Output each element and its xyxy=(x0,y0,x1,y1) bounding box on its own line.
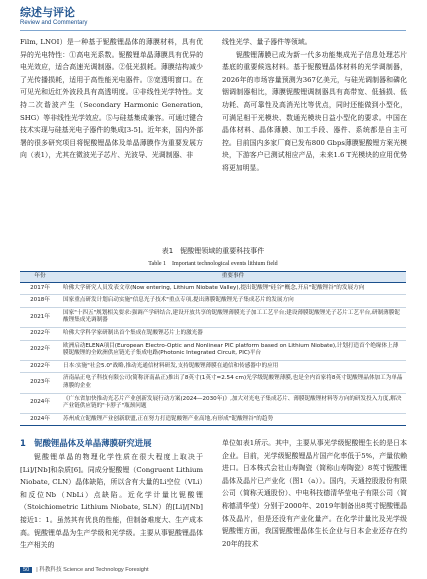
table-row xyxy=(20,373,406,393)
page-header xyxy=(20,6,87,27)
header-divider xyxy=(20,30,406,31)
table-row xyxy=(20,282,406,295)
year-cell: 2022年 xyxy=(20,327,60,340)
body-left-column xyxy=(20,36,203,162)
paragraph: 铌酸锂薄膜已成为新一代多功能集成光子信息处理芯片基底的重要候选材料。基于铌酸锂晶体材料的光学调制器，2026年的市场容量预测为367亿美元，与硅光调制器和磷化铟调制器相比，薄膜铌酸锂调制器具有高带宽、低插损、低功耗、高可靠性及高消光比等优点，同时还能做到小型化，可满足相干光模块、数通光模块日益小型化的要求。中国在晶体材料、晶体薄膜、加工手段、器件、系统都是自主可控。目前国内多家厂商已发布800 Gbps薄膜铌酸锂方案光模块，下游客户已测试相应产品，未来1.6 T光模块的应用优势将更加明显。 xyxy=(222,50,407,172)
page-footer xyxy=(20,565,149,573)
table-header-row xyxy=(20,272,406,283)
event-cell: 国家"十四五"规划相关要求:强调产学研结合,建设开放共享的铌酸锂薄膜光子加工工艺平台;建设薄膜铌酸锂光子芯片工艺平台,研制薄膜铌酸锂集成光调制器 xyxy=(60,307,406,327)
section-left-column xyxy=(20,451,203,552)
event-cell: 哈佛大学研究人员发表文章(Now entering, Lithium Niobate Valley),提出铌酸锂"硅谷"概念,开启"铌酸锂谷"的发展方向 xyxy=(60,282,406,295)
header-year: 年份 xyxy=(20,272,60,283)
page-number: 50 xyxy=(20,567,32,573)
event-cell: 《广东省加快推动光芯片产业创新发展行动方案(2024—2030年)》,加大对光电子集成芯片、薄膜铌酸锂材料等方向的研发投入力度,解决产业链供应链的"卡脖子"瓶颈问题 xyxy=(60,393,406,413)
year-cell: 2023年 xyxy=(20,373,60,393)
paragraph: 单位如表1所示。其中，主要从事光学级铌酸锂生长的是日本企业。目前，光学级铌酸锂晶片国产化率低于5%，产量依赖进口。日本株式会社山寿陶瓷（简称山寿陶瓷）8英寸铌酸锂晶体及晶片已产业化（图1（a））。国内，天通控股股份有限公司（简称天通股份）、中电科技德清华莹电子有限公司（简称德清华莹）分别于2000年、2019年制备出8英寸铌酸锂晶体及晶片，但是还没有产业化量产。在化学计量比及光学级铌酸锂方面，我国铌酸锂晶体生长企业与日本企业还存在约20年的技术 xyxy=(222,439,407,548)
table-caption-en: Table 1 Important technological events lithium field xyxy=(148,261,278,267)
table-row xyxy=(20,413,406,426)
event-cell: 欧洲启动ELENA项目(European Electro-Optic and Nonlinear PIC platform based on Lithium Niobate),计划打造首个绝缘体上薄膜铌酸锂的全欧洲供应链光子集成电路(Photonic Integrated Circuit, PIC)平台 xyxy=(60,340,406,360)
section-heading: 1 铌酸锂晶体及单晶薄膜研究进展 xyxy=(20,438,152,448)
column-title: 综述与评论 xyxy=(20,6,75,19)
table-row xyxy=(20,393,406,413)
events-table xyxy=(20,271,406,426)
year-cell: 2024年 xyxy=(20,413,60,426)
table-caption: 表1 铌酸锂领域的重要科技事件 xyxy=(161,247,265,255)
column-subtitle: Review and Commentary xyxy=(20,20,88,26)
table-row xyxy=(20,295,406,308)
body-right-column xyxy=(222,36,407,175)
year-cell: 2024年 xyxy=(20,393,60,413)
table-row xyxy=(20,360,406,373)
paragraph: 线性光学、量子器件等领域。 xyxy=(222,38,312,46)
table-row xyxy=(20,307,406,327)
year-cell: 2022年 xyxy=(20,340,60,360)
event-cell: 苏州成立铌酸锂产业创新联盟,正在努力打造铌酸锂产业高地,有形成"铌酸锂谷"的趋势 xyxy=(60,413,406,426)
year-cell: 2017年 xyxy=(20,282,60,295)
section-right-column xyxy=(222,437,407,550)
year-cell: 2021年 xyxy=(20,307,60,327)
year-cell: 2022年 xyxy=(20,360,60,373)
year-cell: 2018年 xyxy=(20,295,60,308)
table-row xyxy=(20,340,406,360)
event-cell: 国家重点研发计划启动实施"信息光子技术"重点专项,提出薄膜铌酸锂光子集成芯片的发展方向 xyxy=(60,295,406,308)
journal-name: | 科教科技 Science and Technology Foresight xyxy=(36,567,149,573)
paragraph: Film, LNOI）是一种基于铌酸锂晶体的薄膜材料，具有优异的光电特性：①高电光系数。铌酸锂单晶薄膜具有优异的电光效应，适合高速光调制器。②低光损耗。薄膜结构减少了光传播损耗，适用于高性能光电器件。③宽透明窗口。在可见光和近红外波段具有高透明度。④非线性光学特性。支持二次谐波产生（Secondary Harmonic Generation, SHG）等非线性光学效应。⑤与硅基集成兼容。可通过键合技术实现与硅基光电子器件的集成[3-5]。近年来，国内外部署的很多研究项目将铌酸锂晶体及单晶薄膜作为重要发展方向（表1），尤其在微波光子芯片、光波导、光调制器、非 xyxy=(20,38,203,160)
event-cell: 济南晶正电子科技有限公司(简称济南晶正)推出了8英寸(1英寸=2.54 cm)光学级铌酸锂薄膜,也是全内首家将8英寸铌酸锂晶体加工为单晶薄膜的企业 xyxy=(60,373,406,393)
paragraph: 铌酸锂单晶的物理化学性质在很大程度上取决于[Li]/[Nb]和杂质[6]。同成分铌酸锂（Congruent Lithium Niobate, CLN）晶体缺陷，所以含有大量的Li空位（VLi）和反位Nb（NbLi）点缺陷。近化学计量比铌酸锂（Stoichiometric Lithium Niobate, SLN）的[Li]/[Nb]接近1：1。虽然其有优良的性能，但制备难度大、生产成本高。铌酸锂单晶为生产学级和光学级。主要从事铌酸锂晶体生产相关的 xyxy=(20,453,203,550)
event-cell: 日本:实施"社会5.0"战略,推动光通信材料研发,支持铌酸锂薄膜在通信和传感器中的应用 xyxy=(60,360,406,373)
event-cell: 哈佛大学科学家研制出首个集成在铌酸锂芯片上的激光器 xyxy=(60,327,406,340)
table-row xyxy=(20,327,406,340)
header-event: 重要事件 xyxy=(60,272,406,283)
